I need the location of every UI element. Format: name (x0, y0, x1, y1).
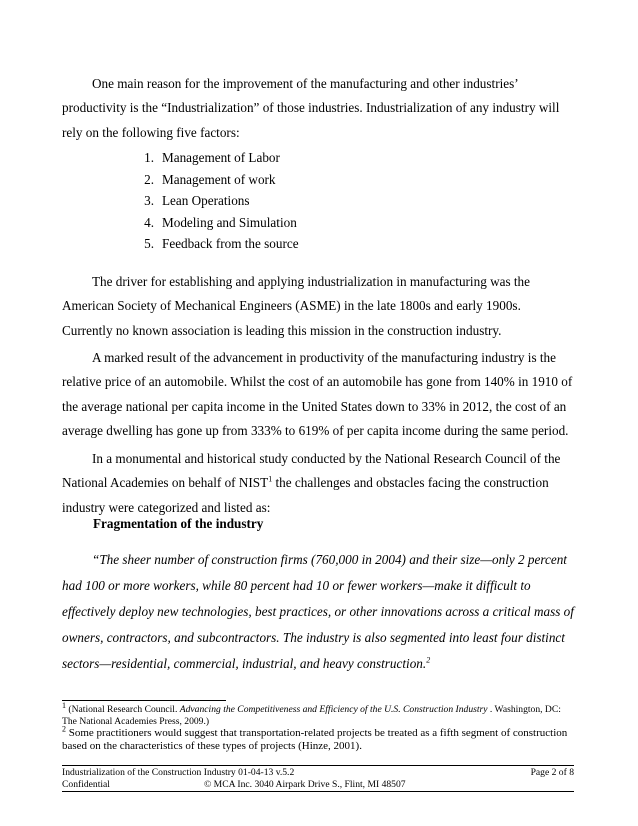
list-item (62, 190, 299, 212)
footer-copyright: © MCA Inc. 3040 Airpark Drive S., Flint, MI 48507 (204, 779, 406, 790)
footer-confidential: Confidential (62, 779, 110, 790)
quote-text: “The sheer number of construction firms (760,000 in 2004) and their size—only 2 percent had 100 or more workers, while 80 percent had 10 or fewer workers—make it difficult to effectively deploy new technologies, best practices, or other innovations across a critical mass of owners, contractors, and subcontractors. The industry is also segmented into least four distinct sectors—residential, commercial, industrial, and heavy construction. (62, 552, 574, 671)
list-number: 1. (144, 150, 154, 165)
footer-top-rule (62, 765, 574, 766)
footer-page-number: Page 2 of 8 (530, 767, 574, 778)
factors-list (62, 147, 299, 255)
footnote-ref-2[interactable]: 2 (426, 655, 431, 665)
list-item (62, 169, 299, 191)
footnotes (62, 700, 574, 752)
list-label: Management of Labor (162, 150, 280, 165)
quote-paragraph (62, 547, 574, 677)
footnote-title: Advancing the Competitiveness and Efficiency of the U.S. Construction Industry (179, 704, 488, 715)
footnote-1 (62, 700, 574, 727)
list-number: 2. (144, 171, 154, 187)
footnote-2 (62, 724, 574, 752)
footer-bottom-rule (62, 791, 574, 792)
footnote-text: . Washington, DC: The National Academies Press, 2009.) (62, 704, 561, 727)
study-text-before: In a monumental and historical study conducted by the National Research Council of the National Academies on behalf of NIST (62, 451, 561, 491)
result-paragraph: A marked result of the advancement in productivity of the manufacturing industry is the relative price of an automobile. Whilst the cost of an automobile has gone from 140% in 1910 of the average national per capita income in the United States down to 33% in 2012, the cost of an average dwelling has gone up from 333% to 619% of per capita income during the same period. (62, 350, 573, 438)
list-item (62, 147, 299, 169)
page-footer (62, 767, 574, 791)
footnote-number: 1 (62, 700, 66, 710)
list-number: 4. (144, 214, 154, 230)
list-item (62, 212, 299, 234)
footnote-number: 2 (62, 724, 66, 734)
footnote-text: (National Research Council. (66, 704, 180, 715)
footnote-separator (62, 700, 226, 701)
list-item (62, 233, 299, 255)
list-label: Management of work (162, 171, 276, 187)
driver-paragraph: The driver for establishing and applying industrialization in manufacturing was the American Society of Mechanical Engineers (ASME) in the late 1800s and early 1900s. Currently no known association is leading this mission in the construction industry. (62, 274, 531, 338)
list-number: 5. (144, 236, 154, 251)
study-paragraph (62, 447, 574, 520)
list-label: Modeling and Simulation (162, 214, 297, 230)
study-text-after: the challenges and obstacles facing the construction industry were categorized and listed as: (62, 475, 549, 515)
list-label: Lean Operations (162, 193, 250, 208)
list-label: Feedback from the source (162, 236, 299, 251)
intro-paragraph: One main reason for the improvement of the manufacturing and other industries’ productivity is the “Industrialization” of those industries. Industrialization of any industry will rely on the following five factors: (62, 76, 560, 140)
footnote-text: Some practitioners would suggest that transportation-related projects be treated as a fifth segment of construction based on the characteristics of these types of projects (Hinze, 2001). (62, 727, 568, 752)
footer-doc-title: Industrialization of the Construction Industry 01-04-13 v.5.2 (62, 767, 295, 778)
footnote-ref-1[interactable]: 1 (268, 474, 273, 484)
section-heading: Fragmentation of the industry (93, 516, 264, 531)
list-number: 3. (144, 193, 154, 208)
